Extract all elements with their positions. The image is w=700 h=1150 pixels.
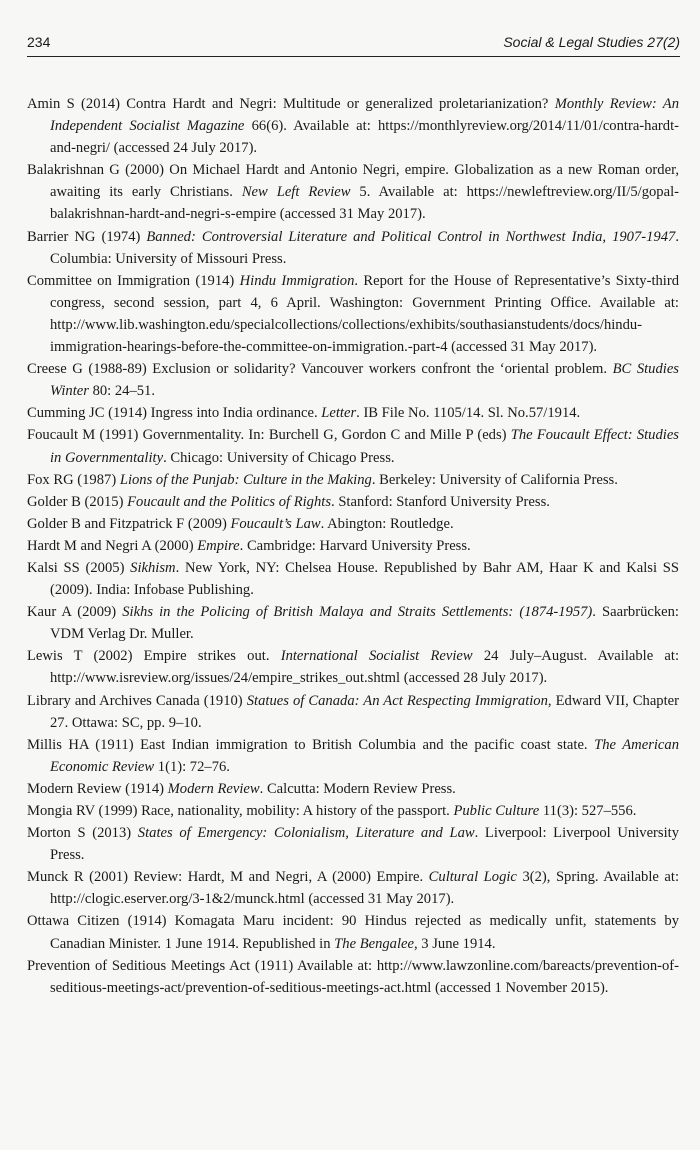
reference-entry: [27, 424, 679, 468]
reference-text: Modern Review (1914): [27, 780, 168, 797]
reference-text: Amin S (2014) Contra Hardt and Negri: Multitude or generalized proletarianization?: [27, 96, 555, 112]
reference-text: Munck R (2001) Review: Hardt, M and Negri, A (2000) Empire.: [27, 869, 429, 886]
reference-text: 24 July–August. Available at: http://www.isreview.org/issues/24/empire_strikes_out.shtml (accessed 28 July 2017).: [50, 648, 679, 687]
reference-title: New Left Review: [241, 184, 351, 201]
reference-text: . Columbia: University of Missouri Press.: [50, 228, 679, 267]
reference-text: Kalsi SS (2005): [27, 559, 131, 576]
reference-title: States of Emergency: Colonialism, Literature and Law: [137, 825, 475, 842]
page-number: 234: [27, 34, 51, 50]
reference-title: Empire: [197, 537, 240, 554]
reference-text: Morton S (2013): [27, 825, 138, 842]
reference-title: Modern Review: [167, 780, 260, 797]
reference-title: BC Studies Winter: [50, 361, 679, 400]
reference-text: . Calcutta: Modern Review Press.: [259, 780, 456, 797]
reference-text: Millis HA (1911) East Indian immigration to British Columbia and the pacific coast state.: [27, 736, 595, 753]
reference-text: Lewis T (2002) Empire strikes out.: [27, 648, 281, 665]
reference-entry: [27, 469, 679, 491]
reference-list: [27, 93, 679, 999]
reference-text: Balakrishnan G (2000) On Michael Hardt and Antonio Negri, empire. Globalization as a new Roman order, awaiting its early Christians.: [27, 162, 679, 201]
reference-text: 11(3): 527–556.: [539, 803, 637, 819]
reference-text: . IB File No. 1105/14. Sl. No.57/1914.: [356, 405, 581, 422]
reference-title: The Bengalee: [334, 935, 414, 952]
reference-text: . Abington: Routledge.: [320, 515, 454, 532]
reference-entry: [27, 358, 679, 402]
reference-title: The American Economic Review: [50, 736, 680, 775]
reference-text: Foucault M (1991) Governmentality. In: Burchell G, Gordon C and Mille P (eds): [27, 427, 511, 444]
reference-entry: [27, 601, 679, 645]
reference-title: Sikhs in the Policing of British Malaya and Straits Settlements: (1874-1957): [122, 604, 593, 621]
reference-title: Foucault’s Law: [230, 515, 321, 532]
reference-text: Cumming JC (1914) Ingress into India ordinance.: [27, 405, 322, 422]
reference-entry: [27, 910, 679, 954]
reference-text: Hardt M and Negri A (2000): [27, 537, 198, 554]
reference-entry: [27, 159, 679, 225]
reference-entry: [27, 270, 679, 358]
reference-text: , Edward VII, Chapter 27. Ottawa: SC, pp. 9–10.: [50, 692, 679, 731]
reference-title: The Foucault Effect: Studies in Governmentality: [50, 427, 679, 466]
reference-text: . Liverpool: Liverpool University Press.: [50, 825, 679, 864]
reference-entry: [27, 734, 679, 778]
reference-text: . Berkeley: University of California Press.: [371, 471, 618, 488]
reference-entry: [27, 778, 679, 800]
reference-text: Library and Archives Canada (1910): [27, 692, 247, 709]
reference-entry: [27, 955, 679, 999]
reference-title: Lions of the Punjab: Culture in the Making: [119, 471, 372, 488]
reference-title: Public Culture: [453, 803, 540, 819]
reference-entry: [27, 645, 679, 689]
reference-text: 80: 24–51.: [88, 383, 155, 400]
reference-entry: [27, 557, 679, 601]
reference-text: Prevention of Seditious Meetings Act (1911) Available at: http://www.lawzonline.com/bareacts/prevention-of-seditious-meetings-act/prevention-of-seditious-meetings-act.html (accessed 1 November 2015).: [27, 957, 679, 996]
reference-text: Mongia RV (1999) Race, nationality, mobility: A history of the passport.: [27, 803, 454, 819]
reference-title: Sikhism: [130, 559, 176, 576]
reference-entry: [27, 93, 679, 159]
reference-text: . New York, NY: Chelsea House. Republished by Bahr AM, Haar K and Kalsi SS (2009). India: Infobase Publishing.: [50, 559, 679, 599]
reference-text: Fox RG (1987): [27, 471, 120, 488]
reference-text: . Stanford: Stanford University Press.: [331, 493, 550, 510]
reference-text: . Saarbrücken: VDM Verlag Dr. Muller.: [50, 604, 679, 643]
reference-title: Foucault and the Politics of Rights: [127, 493, 332, 510]
reference-text: . Cambridge: Harvard University Press.: [239, 537, 471, 554]
running-header: [27, 28, 680, 57]
reference-text: Golder B and Fitzpatrick F (2009): [27, 515, 231, 532]
reference-text: Golder B (2015): [27, 493, 128, 510]
reference-title: Banned: Controversial Literature and Political Control in Northwest India, 1907-1947: [146, 228, 676, 245]
reference-entry: [27, 226, 679, 270]
reference-text: 66(6). Available at: https://monthlyreview.org/2014/11/01/contra-hardt-and-negri/ (accessed 24 July 2017).: [50, 118, 679, 157]
reference-entry: [27, 402, 679, 424]
reference-entry: [27, 822, 679, 866]
reference-entry: [27, 690, 679, 734]
reference-text: Ottawa Citizen (1914) Komagata Maru incident: 90 Hindus rejected as medically unfit, statements by Canadian Minister. 1 June 1914. Republished in: [27, 913, 679, 952]
reference-title: Letter: [321, 405, 357, 422]
reference-title: Hindu Immigration: [239, 272, 355, 289]
reference-title: Statues of Canada: An Act Respecting Immigration: [246, 692, 548, 709]
journal-title: Social & Legal Studies 27(2): [503, 34, 680, 50]
reference-entry: [27, 491, 679, 513]
reference-entry: [27, 513, 679, 535]
reference-entry: [27, 866, 679, 910]
reference-text: Committee on Immigration (1914): [27, 272, 240, 289]
reference-title: International Socialist Review: [280, 648, 473, 665]
reference-title: Cultural Logic: [428, 869, 517, 886]
reference-entry: [27, 535, 679, 557]
reference-text: 5. Available at: https://newleftreview.org/II/5/gopal-balakrishnan-hardt-and-negri-s-empire (accessed 31 May 2017).: [50, 184, 679, 223]
reference-title: Monthly Review: An Independent Socialist Magazine: [50, 96, 680, 135]
reference-entry: [27, 800, 679, 822]
reference-text: . Report for the House of Representative’s Sixty-third congress, second session, part 4, 6 April. Washington: Government Printing Office. Available at: http://www.lib.washington.edu/specialcollections/collections/exhibits/southasianstudents/docs/hindu-immigration-hearings-before-the-committee-on-immigration.-part-4 (accessed 31 May 2017).: [50, 272, 680, 356]
reference-text: , 3 June 1914.: [414, 935, 496, 952]
reference-text: . Chicago: University of Chicago Press.: [163, 449, 395, 466]
reference-text: 1(1): 72–76.: [154, 758, 230, 775]
reference-text: Kaur A (2009): [27, 604, 123, 621]
reference-text: Barrier NG (1974): [27, 228, 147, 245]
reference-text: Creese G (1988-89) Exclusion or solidarity? Vancouver workers confront the ‘oriental problem.: [27, 361, 613, 378]
reference-text: 3(2), Spring. Available at: http://clogic.eserver.org/3-1&2/munck.html (accessed 31 May 2017).: [50, 869, 679, 908]
